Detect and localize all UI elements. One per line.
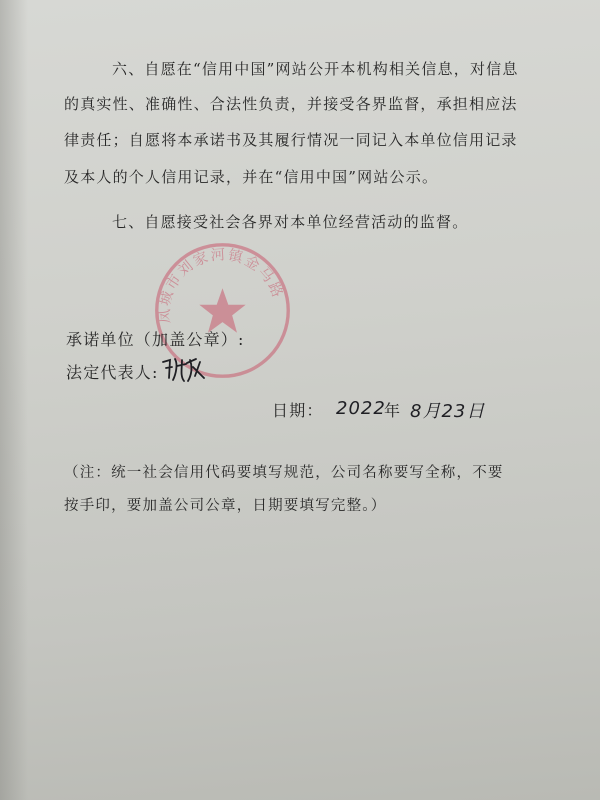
seal-text: 凤城市刘家河镇金马路 bbox=[157, 247, 286, 324]
legal-representative-label: 法定代表人: bbox=[66, 363, 159, 382]
date-month-day-handwritten: 8月23日 bbox=[410, 401, 486, 422]
handwritten-signature-icon bbox=[160, 354, 208, 384]
paragraph-6-line-3: 律责任；自愿将本承诺书及其履行情况一同记入本单位信用记录 bbox=[64, 131, 518, 149]
date-label: 日期： bbox=[272, 401, 324, 420]
paragraph-6-line-1: 六、自愿在“信用中国”网站公开本机构相关信息，对信息 bbox=[112, 60, 519, 78]
commitment-unit-label: 承诺单位（加盖公章）: bbox=[66, 330, 245, 349]
date-year-char: 年 bbox=[384, 401, 402, 420]
date-year-handwritten: 2022 bbox=[336, 398, 386, 419]
note-line-1: （注：统一社会信用代码要填写规范，公司名称要写全称，不要 bbox=[64, 465, 504, 481]
paragraph-6-line-2: 的真实性、准确性、合法性负责，并接受各界监督，承担相应法 bbox=[64, 95, 518, 113]
paragraph-7: 七、自愿接受社会各界对本单位经营活动的监督。 bbox=[112, 213, 469, 231]
note-line-2: 按手印，要加盖公司公章，日期要填写完整。） bbox=[64, 498, 387, 514]
paragraph-6-line-4: 及本人的个人信用记录，并在“信用中国”网站公示。 bbox=[64, 168, 439, 186]
paper-shadow bbox=[0, 0, 28, 800]
